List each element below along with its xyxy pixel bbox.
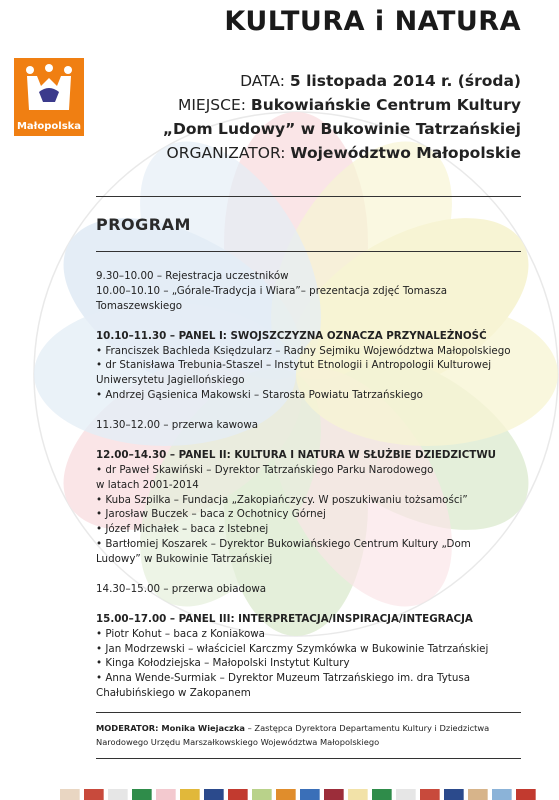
malopolska-crown-icon	[25, 64, 73, 114]
agenda-spacer	[96, 403, 526, 418]
strip-segment	[492, 789, 512, 800]
strip-segment	[468, 789, 488, 800]
agenda-line: Uniwersytetu Jagiellońskiego	[96, 374, 245, 387]
moderator-line-2: Narodowego Urzędu Marszałkowskiego Województwa Małopolskiego	[96, 737, 380, 747]
agenda-spacer	[96, 314, 526, 329]
strip-segment	[132, 789, 152, 800]
agenda-panel-heading: 12.00–14.30 – PANEL II: KULTURA I NATURA W SŁUŻBIE DZIEDZICTWU	[96, 448, 497, 461]
divider-top	[96, 196, 521, 197]
divider-moderator	[96, 712, 521, 713]
moderator-name: MODERATOR: Monika Wiejaczka	[96, 723, 245, 733]
agenda-line: • Anna Wende-Surmiak – Dyrektor Muzeum Tatrzańskiego im. dra Tytusa	[96, 672, 471, 685]
agenda-line: Tomaszewskiego	[96, 299, 183, 312]
agenda-line: • Jan Modrzewski – właściciel Karczmy Szymkówka w Bukowinie Tatrzańskiej	[96, 642, 489, 655]
strip-segment	[300, 789, 320, 800]
moderator-block	[96, 721, 526, 749]
date-label: DATA:	[240, 72, 290, 90]
agenda-spacer	[96, 433, 526, 448]
strip-segment	[252, 789, 272, 800]
agenda-line: • dr Stanisława Trebunia-Staszel – Instytut Etnologii i Antropologii Kulturowej	[96, 359, 492, 372]
strip-segment	[180, 789, 200, 800]
agenda-line: • Andrzej Gąsienica Makowski – Starosta Powiatu Tatrzańskiego	[96, 389, 423, 402]
malopolska-logo	[14, 58, 84, 136]
event-date	[240, 69, 521, 93]
agenda-line: • Kinga Kołodziejska – Małopolski Instytut Kultury	[96, 657, 350, 670]
venue-value: Bukowiańskie Centrum Kultury	[250, 96, 521, 114]
agenda-line: • Bartłomiej Koszarek – Dyrektor Bukowiańskiego Centrum Kultury „Dom	[96, 538, 471, 551]
agenda-line: 14.30–15.00 – przerwa obiadowa	[96, 582, 267, 595]
strip-segment	[156, 789, 176, 800]
agenda-line: • Jarosław Buczek – baca z Ochotnicy Górnej	[96, 508, 326, 521]
event-organizer	[167, 141, 521, 165]
program-agenda	[96, 269, 526, 701]
page-title: KULTURA i NATURA	[224, 6, 521, 37]
moderator-role: – Zastępca Dyrektora Departamentu Kultury i Dziedzictwa	[244, 723, 490, 733]
strip-segment	[204, 789, 224, 800]
decorative-color-strip	[60, 789, 540, 800]
venue-label: MIEJSCE:	[177, 96, 251, 114]
strip-segment	[444, 789, 464, 800]
organizer-value: Województwo Małopolskie	[290, 144, 521, 162]
agenda-panel-heading: 10.10–11.30 – PANEL I: SWOJSZCZYZNA OZNACZA PRZYNALEŻNOŚĆ	[96, 329, 487, 342]
agenda-panel-heading: 15.00–17.00 – PANEL III: INTERPRETACJA/INSPIRACJA/INTEGRACJA	[96, 612, 473, 625]
date-value: 5 listopada 2014 r. (środa)	[289, 72, 521, 90]
event-venue	[178, 93, 521, 117]
strip-segment	[276, 789, 296, 800]
agenda-line: • Józef Michałek – baca z Istebnej	[96, 523, 269, 536]
agenda-line: • dr Paweł Skawiński – Dyrektor Tatrzańskiego Parku Narodowego	[96, 463, 434, 476]
strip-segment	[516, 789, 536, 800]
program-heading: PROGRAM	[96, 215, 191, 234]
venue-value-line2: „Dom Ludowy” w Bukowinie Tatrzańskiej	[162, 120, 521, 138]
strip-segment	[348, 789, 368, 800]
strip-segment	[396, 789, 416, 800]
moderator-line-1	[96, 721, 526, 735]
agenda-line: • Franciszek Bachleda Księdzularz – Radny Sejmiku Województwa Małopolskiego	[96, 344, 511, 357]
strip-segment	[60, 789, 80, 800]
strip-segment	[84, 789, 104, 800]
agenda-line: 11.30–12.00 – przerwa kawowa	[96, 419, 259, 432]
agenda-line: 10.00–10.10 – „Górale-Tradycja i Wiara”– prezentacja zdjęć Tomasza	[96, 284, 448, 297]
strip-segment	[228, 789, 248, 800]
event-venue-line2	[163, 117, 521, 141]
agenda-spacer	[96, 567, 526, 582]
agenda-line: Ludowy” w Bukowinie Tatrzańskiej	[96, 553, 273, 566]
agenda-line: Chałubińskiego w Zakopanem	[96, 687, 251, 700]
organizer-label: ORGANIZATOR:	[166, 144, 291, 162]
strip-segment	[324, 789, 344, 800]
agenda-line: • Kuba Szpilka – Fundacja „Zakopiańczycy. W poszukiwaniu tożsamości”	[96, 493, 468, 506]
strip-segment	[108, 789, 128, 800]
divider-bottom	[96, 758, 521, 759]
agenda-spacer	[96, 597, 526, 612]
agenda-line: w latach 2001-2014	[96, 478, 199, 491]
strip-segment	[372, 789, 392, 800]
divider-program	[96, 251, 521, 252]
agenda-line: • Piotr Kohut – baca z Koniakowa	[96, 627, 265, 640]
logo-label: Małopolska	[16, 121, 82, 132]
agenda-line: 9.30–10.00 – Rejestracja uczestników	[96, 270, 289, 282]
strip-segment	[420, 789, 440, 800]
